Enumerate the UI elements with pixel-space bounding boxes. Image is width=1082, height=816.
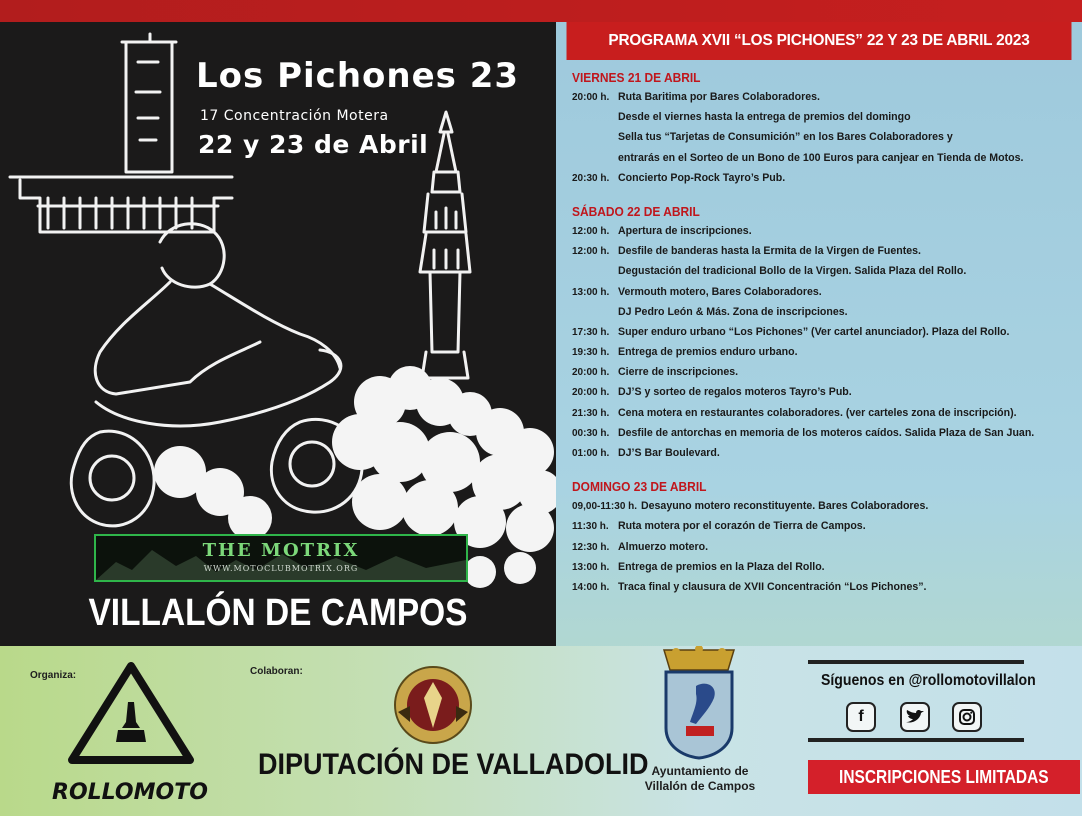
rollomoto-logo xyxy=(66,662,196,772)
schedule-activity: Sella tus “Tarjetas de Consumición” en los Bares Colaboradores y xyxy=(618,131,953,144)
footer xyxy=(0,646,1082,816)
schedule-row xyxy=(572,326,1072,346)
schedule-row xyxy=(572,427,1072,447)
schedule-row xyxy=(572,225,1072,245)
town-name: VILLALÓN DE CAMPOS xyxy=(88,592,468,634)
ayuntamiento-shield xyxy=(656,646,742,762)
schedule-time: 12:30 h. xyxy=(572,541,610,553)
schedule-time: 14:00 h. xyxy=(572,581,610,593)
program-header: PROGRAMA XVII “LOS PICHONES” 22 Y 23 DE ABRIL 2023 xyxy=(567,22,1072,60)
schedule-time: 01:00 h. xyxy=(572,448,610,459)
schedule-row xyxy=(572,561,1072,581)
instagram-icon[interactable] xyxy=(952,702,982,732)
schedule-activity: Vermouth motero, Bares Colaboradores. xyxy=(618,285,822,298)
schedule-time: 21:30 h. xyxy=(572,407,610,419)
schedule-activity: DJ Pedro León & Más. Zona de inscripciones. xyxy=(618,305,848,318)
registration-limited-text: INSCRIPCIONES LIMITADAS xyxy=(839,766,1049,787)
rollo-column-icon xyxy=(436,112,456,172)
day-block xyxy=(572,479,1072,601)
schedule-time: 12:00 h. xyxy=(572,225,610,237)
schedule-row xyxy=(572,131,1072,151)
organiza-label: Organiza: xyxy=(30,670,77,681)
schedule-row xyxy=(572,581,1072,601)
poster-dates: 22 y 23 de Abril xyxy=(198,130,429,159)
schedule-time: 13:00 h. xyxy=(572,561,610,573)
schedule-activity: Desde el viernes hasta la entrega de premios del domingo xyxy=(618,111,911,124)
poster-title: Los Pichones 23 xyxy=(196,56,520,96)
schedule-time: 19:30 h. xyxy=(572,347,610,359)
schedule-row xyxy=(572,386,1072,406)
ayuntamiento-name: Ayuntamiento de Villalón de Campos xyxy=(644,764,756,793)
schedule-activity: Entrega de premios enduro urbano. xyxy=(618,346,798,359)
schedule-activity: Entrega de premios en la Plaza del Rollo. xyxy=(618,560,825,573)
colaboran-label: Colaboran: xyxy=(250,666,303,677)
schedule-activity: Desfile de antorchas en memoria de los moteros caídos. Salida Plaza de San Juan. xyxy=(618,426,1035,439)
schedule-activity: Ruta Baritima por Bares Colaboradores. xyxy=(618,91,820,103)
schedule-time: 12:00 h. xyxy=(572,246,610,258)
schedule-activity: Apertura de inscripciones. xyxy=(618,224,752,237)
schedule-row xyxy=(572,152,1072,172)
schedule-time: 20:30 h. xyxy=(572,172,610,184)
schedule-row xyxy=(572,346,1072,366)
schedule-activity: Concierto Pop-Rock Tayro’s Pub. xyxy=(618,171,786,184)
follow-top-rule xyxy=(808,660,1024,664)
schedule-row xyxy=(572,172,1072,192)
schedule-time xyxy=(572,152,618,153)
schedule-row xyxy=(572,111,1072,131)
day-title: SÁBADO 22 DE ABRIL xyxy=(572,203,700,219)
schedule-activity: Traca final y clausura de XVII Concentración “Los Pichones”. xyxy=(618,580,927,593)
schedule-row xyxy=(572,500,1072,520)
schedule-time: 00:30 h. xyxy=(572,427,610,439)
schedule-time xyxy=(572,111,618,112)
schedule-time: 09,00-11:30 h. xyxy=(572,501,638,513)
day-title: VIERNES 21 DE ABRIL xyxy=(572,70,701,85)
motrix-title: THE MOTRIX xyxy=(202,540,360,561)
registration-limited-banner xyxy=(808,760,1080,794)
schedule-activity: DJ’S y sorteo de regalos moteros Tayro’s Pub. xyxy=(618,386,852,399)
schedule-row xyxy=(572,366,1072,386)
diputacion-emblem xyxy=(390,662,476,748)
schedule-time: 11:30 h. xyxy=(572,521,609,533)
program-schedule xyxy=(572,66,1072,613)
schedule-activity: Almuerzo motero. xyxy=(618,540,709,553)
schedule-time xyxy=(572,306,618,307)
poster-subtitle: 17 Concentración Motera xyxy=(200,108,389,124)
schedule-row xyxy=(572,407,1072,427)
schedule-activity: Degustación del tradicional Bollo de la Virgen. Salida Plaza del Rollo. xyxy=(618,265,967,278)
schedule-activity: Ruta motera por el corazón de Tierra de Campos. xyxy=(618,520,866,533)
schedule-activity: entrarás en el Sorteo de un Bono de 100 Euros para canjear en Tienda de Motos. xyxy=(618,151,1024,164)
follow-us-text: Síguenos en @rollomotovillalon xyxy=(820,672,1036,689)
top-red-strip xyxy=(0,0,1082,22)
schedule-activity: Super enduro urbano “Los Pichones” (Ver cartel anunciador). Plaza del Rollo. xyxy=(618,325,1010,338)
schedule-row xyxy=(572,520,1072,540)
motrix-url: WWW.MOTOCLUBMOTRIX.ORG xyxy=(203,564,359,573)
schedule-activity: DJ’S Bar Boulevard. xyxy=(618,447,720,459)
schedule-time: 20:00 h. xyxy=(572,387,610,399)
rollomoto-logo-text: ROLLOMOTO xyxy=(52,780,208,805)
schedule-time: 13:00 h. xyxy=(572,286,610,298)
schedule-activity: Cierre de inscripciones. xyxy=(618,366,739,379)
schedule-time: 20:00 h. xyxy=(572,367,610,379)
schedule-time: 17:30 h. xyxy=(572,326,610,338)
schedule-activity: Desayuno motero reconstituyente. Bares Colaboradores. xyxy=(641,500,929,513)
schedule-time xyxy=(572,265,618,266)
twitter-icon[interactable] xyxy=(900,702,930,732)
day-block xyxy=(572,70,1072,192)
schedule-row xyxy=(572,541,1072,561)
schedule-row xyxy=(572,306,1072,326)
facebook-icon[interactable]: f xyxy=(846,702,876,732)
church-tower xyxy=(122,34,176,172)
day-title: DOMINGO 23 DE ABRIL xyxy=(572,479,707,495)
motrix-banner xyxy=(94,534,468,582)
schedule-activity: Desfile de banderas hasta la Ermita de la Virgen de Fuentes. xyxy=(618,245,922,258)
schedule-row xyxy=(572,265,1072,285)
schedule-time xyxy=(572,131,618,132)
schedule-time: 20:00 h. xyxy=(572,92,610,103)
schedule-row xyxy=(572,245,1072,265)
day-block xyxy=(572,204,1072,467)
schedule-activity: Cena motera en restaurantes colaboradores. (ver carteles zona de inscripción). xyxy=(618,406,1017,419)
event-poster xyxy=(0,22,556,646)
diputacion-name: DIPUTACIÓN DE VALLADOLID xyxy=(258,748,649,781)
schedule-row xyxy=(572,286,1072,306)
follow-bottom-rule xyxy=(808,738,1024,742)
schedule-row xyxy=(572,91,1072,111)
schedule-row xyxy=(572,447,1072,467)
